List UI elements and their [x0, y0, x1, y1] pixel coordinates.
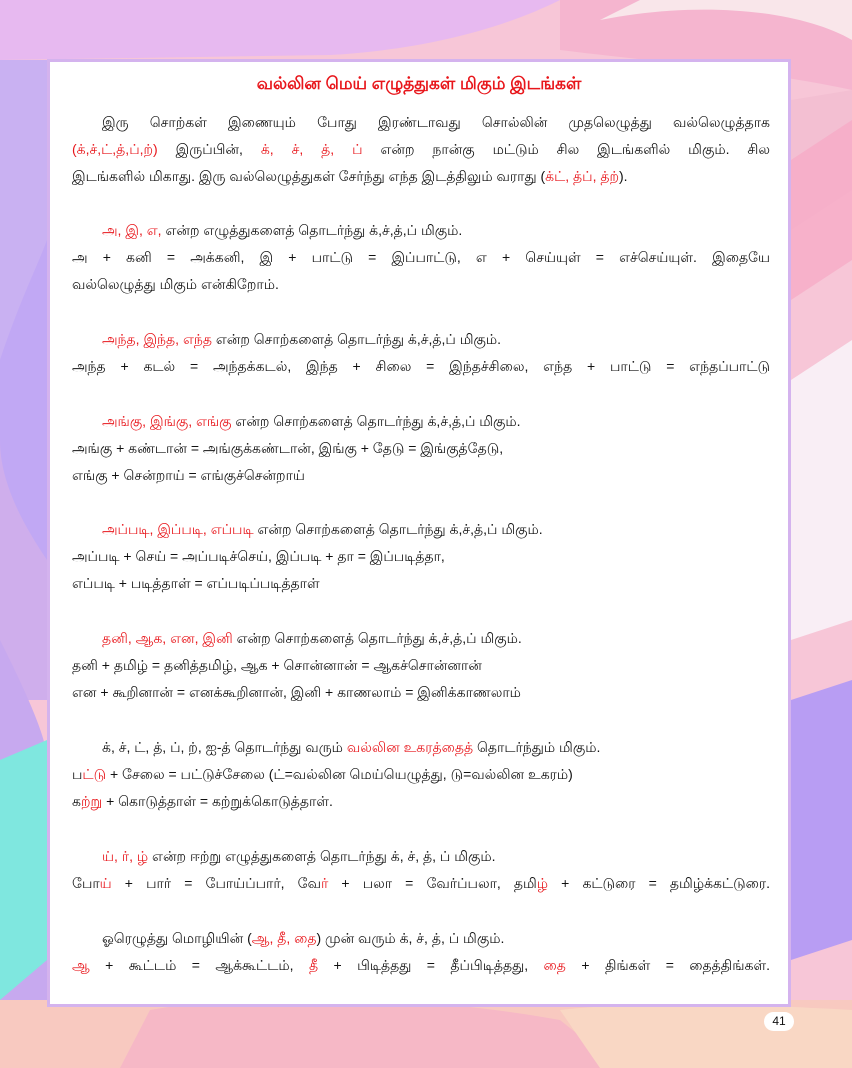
rule-text: என்ற ஈற்று எழுத்துகளைத் தொடர்ந்து க், ச், த், ப் மிகும்.: [148, 848, 496, 864]
page-title: வல்லின மெய் எழுத்துகள் மிகும் இடங்கள்: [256, 74, 582, 93]
rule-keyword: ய், ர், ழ்: [102, 848, 149, 864]
rule-4-example-2: எப்படி + படித்தாள் = எப்படிப்படித்தாள்: [72, 575, 320, 591]
rule-text: என்ற சொற்களைத் தொடர்ந்து க்,ச்,த்,ப் மிகும்.: [253, 521, 543, 537]
rule-keyword: ஆ, தீ, தை: [251, 930, 317, 946]
highlighted-word: தை: [543, 957, 566, 973]
rule-text: என்ற எழுத்துகளைத் தொடர்ந்து க்,ச்,த்,ப் மிகும்.: [161, 222, 463, 238]
rule-4-example-1: அப்படி + செய் = அப்படிச்செய், இப்படி + தா = இப்படித்தா,: [72, 548, 445, 564]
highlighted-syllable: ட்டு: [82, 766, 107, 782]
rule-text: என்ற சொற்களைத் தொடர்ந்து க்,ச்,த்,ப் மிகும்.: [232, 630, 522, 646]
rule-keyword: அங்கு, இங்கு, எங்கு: [102, 413, 232, 429]
bracket: ).: [619, 168, 628, 184]
example-text: + கட்டுரை = தமிழ்க்கட்டுரை.: [548, 875, 771, 891]
rule-8-heading: [102, 928, 770, 948]
intro-text: இடங்களில் மிகாது. இரு வல்லெழுத்துகள் சேர்ந்து எந்த இடத்திலும் வராது: [72, 168, 541, 184]
highlighted-letter: ய்: [99, 875, 112, 891]
rule-6-example-2: [72, 791, 770, 811]
intro-text: என்ற நான்கு மட்டும் சில இடங்களில் மிகும். சில: [362, 141, 770, 157]
example-text: போ: [72, 875, 100, 891]
page-number: 41: [764, 1012, 794, 1031]
highlighted-letter: ர்: [321, 875, 329, 891]
rule-1-example-1: அ + கனி = அக்கனி, இ + பாட்டு = இப்பாட்டு, எ + செய்யுள் = எச்செய்யுள். இதையே: [72, 249, 770, 265]
example-text: + பலா = வேர்ப்பலா, தமி: [328, 875, 537, 891]
highlighted-letter: ழ்: [536, 875, 549, 891]
rule-2-example-1: அந்த + கடல் = அந்தக்கடல், இந்த + சிலை = இந்தச்சிலை, எந்த + பாட்டு = எந்தப்பாட்டு: [72, 358, 770, 374]
rule-1-example-2: வல்லெழுத்து மிகும் என்கிறோம்.: [72, 276, 279, 292]
rule-keyword: வல்லின உகரத்தைத்: [346, 739, 474, 755]
rule-3-example-1: அங்கு + கண்டான் = அங்குக்கண்டான், இங்கு + தேடு = இங்குத்தேடு,: [72, 440, 504, 456]
example-text: + பிடித்தது = தீப்பிடித்தது,: [318, 957, 544, 973]
intro-line-2: [72, 139, 770, 159]
rule-7-example-1: [72, 873, 770, 893]
bracket: (: [540, 168, 546, 184]
highlighted-word: தீ: [308, 957, 319, 973]
rule-text: தொடர்ந்தும் மிகும்.: [473, 739, 601, 755]
rule-4-heading: [102, 519, 770, 539]
intro-text: இரு சொற்கள் இணையும் போது இரண்டாவது சொல்லின் முதலெழுத்து வல்லெழுத்தாக: [102, 114, 770, 130]
rule-5-heading: [102, 628, 770, 648]
example-text: + கொடுத்தாள் = கற்றுக்கொடுத்தாள்.: [102, 793, 333, 809]
example-text: + திங்கள் = தைத்திங்கள்.: [565, 957, 770, 973]
highlighted-word: ஆ: [72, 957, 90, 973]
invalid-pairs: க்ட், த்ப், த்ற்: [545, 168, 620, 184]
content-card: [47, 59, 791, 1007]
rule-3-example-2: எங்கு + சென்றாய் = எங்குச்சென்றாய்: [72, 467, 305, 483]
rule-text: ) முன் வரும் க், ச், த், ப் மிகும்.: [316, 930, 505, 946]
rule-5-example-1: தனி + தமிழ் = தனித்தமிழ், ஆக + சொன்னான் = ஆகச்சொன்னான்: [72, 657, 482, 673]
intro-line-1: [102, 112, 770, 132]
rule-6-example-1: [72, 764, 770, 784]
four-consonants: க், ச், த், ப்: [260, 141, 363, 157]
rule-6-heading: [102, 737, 770, 757]
rule-2-heading: [102, 329, 770, 349]
rule-keyword: அ, இ, எ,: [102, 222, 162, 238]
rule-text: க், ச், ட், த், ப், ற், ஐ-த் தொடர்ந்து வரும்: [102, 739, 347, 755]
intro-text: இருப்பின்,: [157, 141, 261, 157]
example-text: ப: [72, 766, 83, 782]
rule-1-heading: [102, 220, 770, 240]
example-text: + பார் = போய்ப்பார், வே: [111, 875, 321, 891]
rule-keyword: தனி, ஆக, என, இனி: [102, 630, 233, 646]
example-text: + கூட்டம் = ஆக்கூட்டம்,: [89, 957, 309, 973]
example-text: க: [72, 793, 81, 809]
rule-3-heading: [102, 411, 770, 431]
rule-5-example-2: என + கூறினான் = எனக்கூறினான், இனி + காணலாம் = இனிக்காணலாம்: [72, 684, 521, 700]
highlighted-syllable: ற்று: [80, 793, 103, 809]
rule-7-heading: [102, 846, 770, 866]
rule-text: ஓரெழுத்து மொழியின் (: [102, 930, 252, 946]
rule-text: என்ற சொற்களைத் தொடர்ந்து க்,ச்,த்,ப் மிகும்.: [211, 331, 502, 347]
rule-8-example-1: [72, 955, 770, 975]
hard-consonants-list: (க்,ச்,ட்,த்,ப்,ற்): [72, 141, 158, 157]
rule-keyword: அந்த, இந்த, எந்த: [102, 331, 212, 347]
rule-keyword: அப்படி, இப்படி, எப்படி: [102, 521, 254, 537]
example-text: + சேலை = பட்டுச்சேலை (ட்=வல்லின மெய்யெழுத்து, டு=வல்லின உகரம்): [106, 766, 573, 782]
intro-line-3: [72, 166, 770, 186]
rule-text: என்ற சொற்களைத் தொடர்ந்து க்,ச்,த்,ப் மிகும்.: [231, 413, 521, 429]
